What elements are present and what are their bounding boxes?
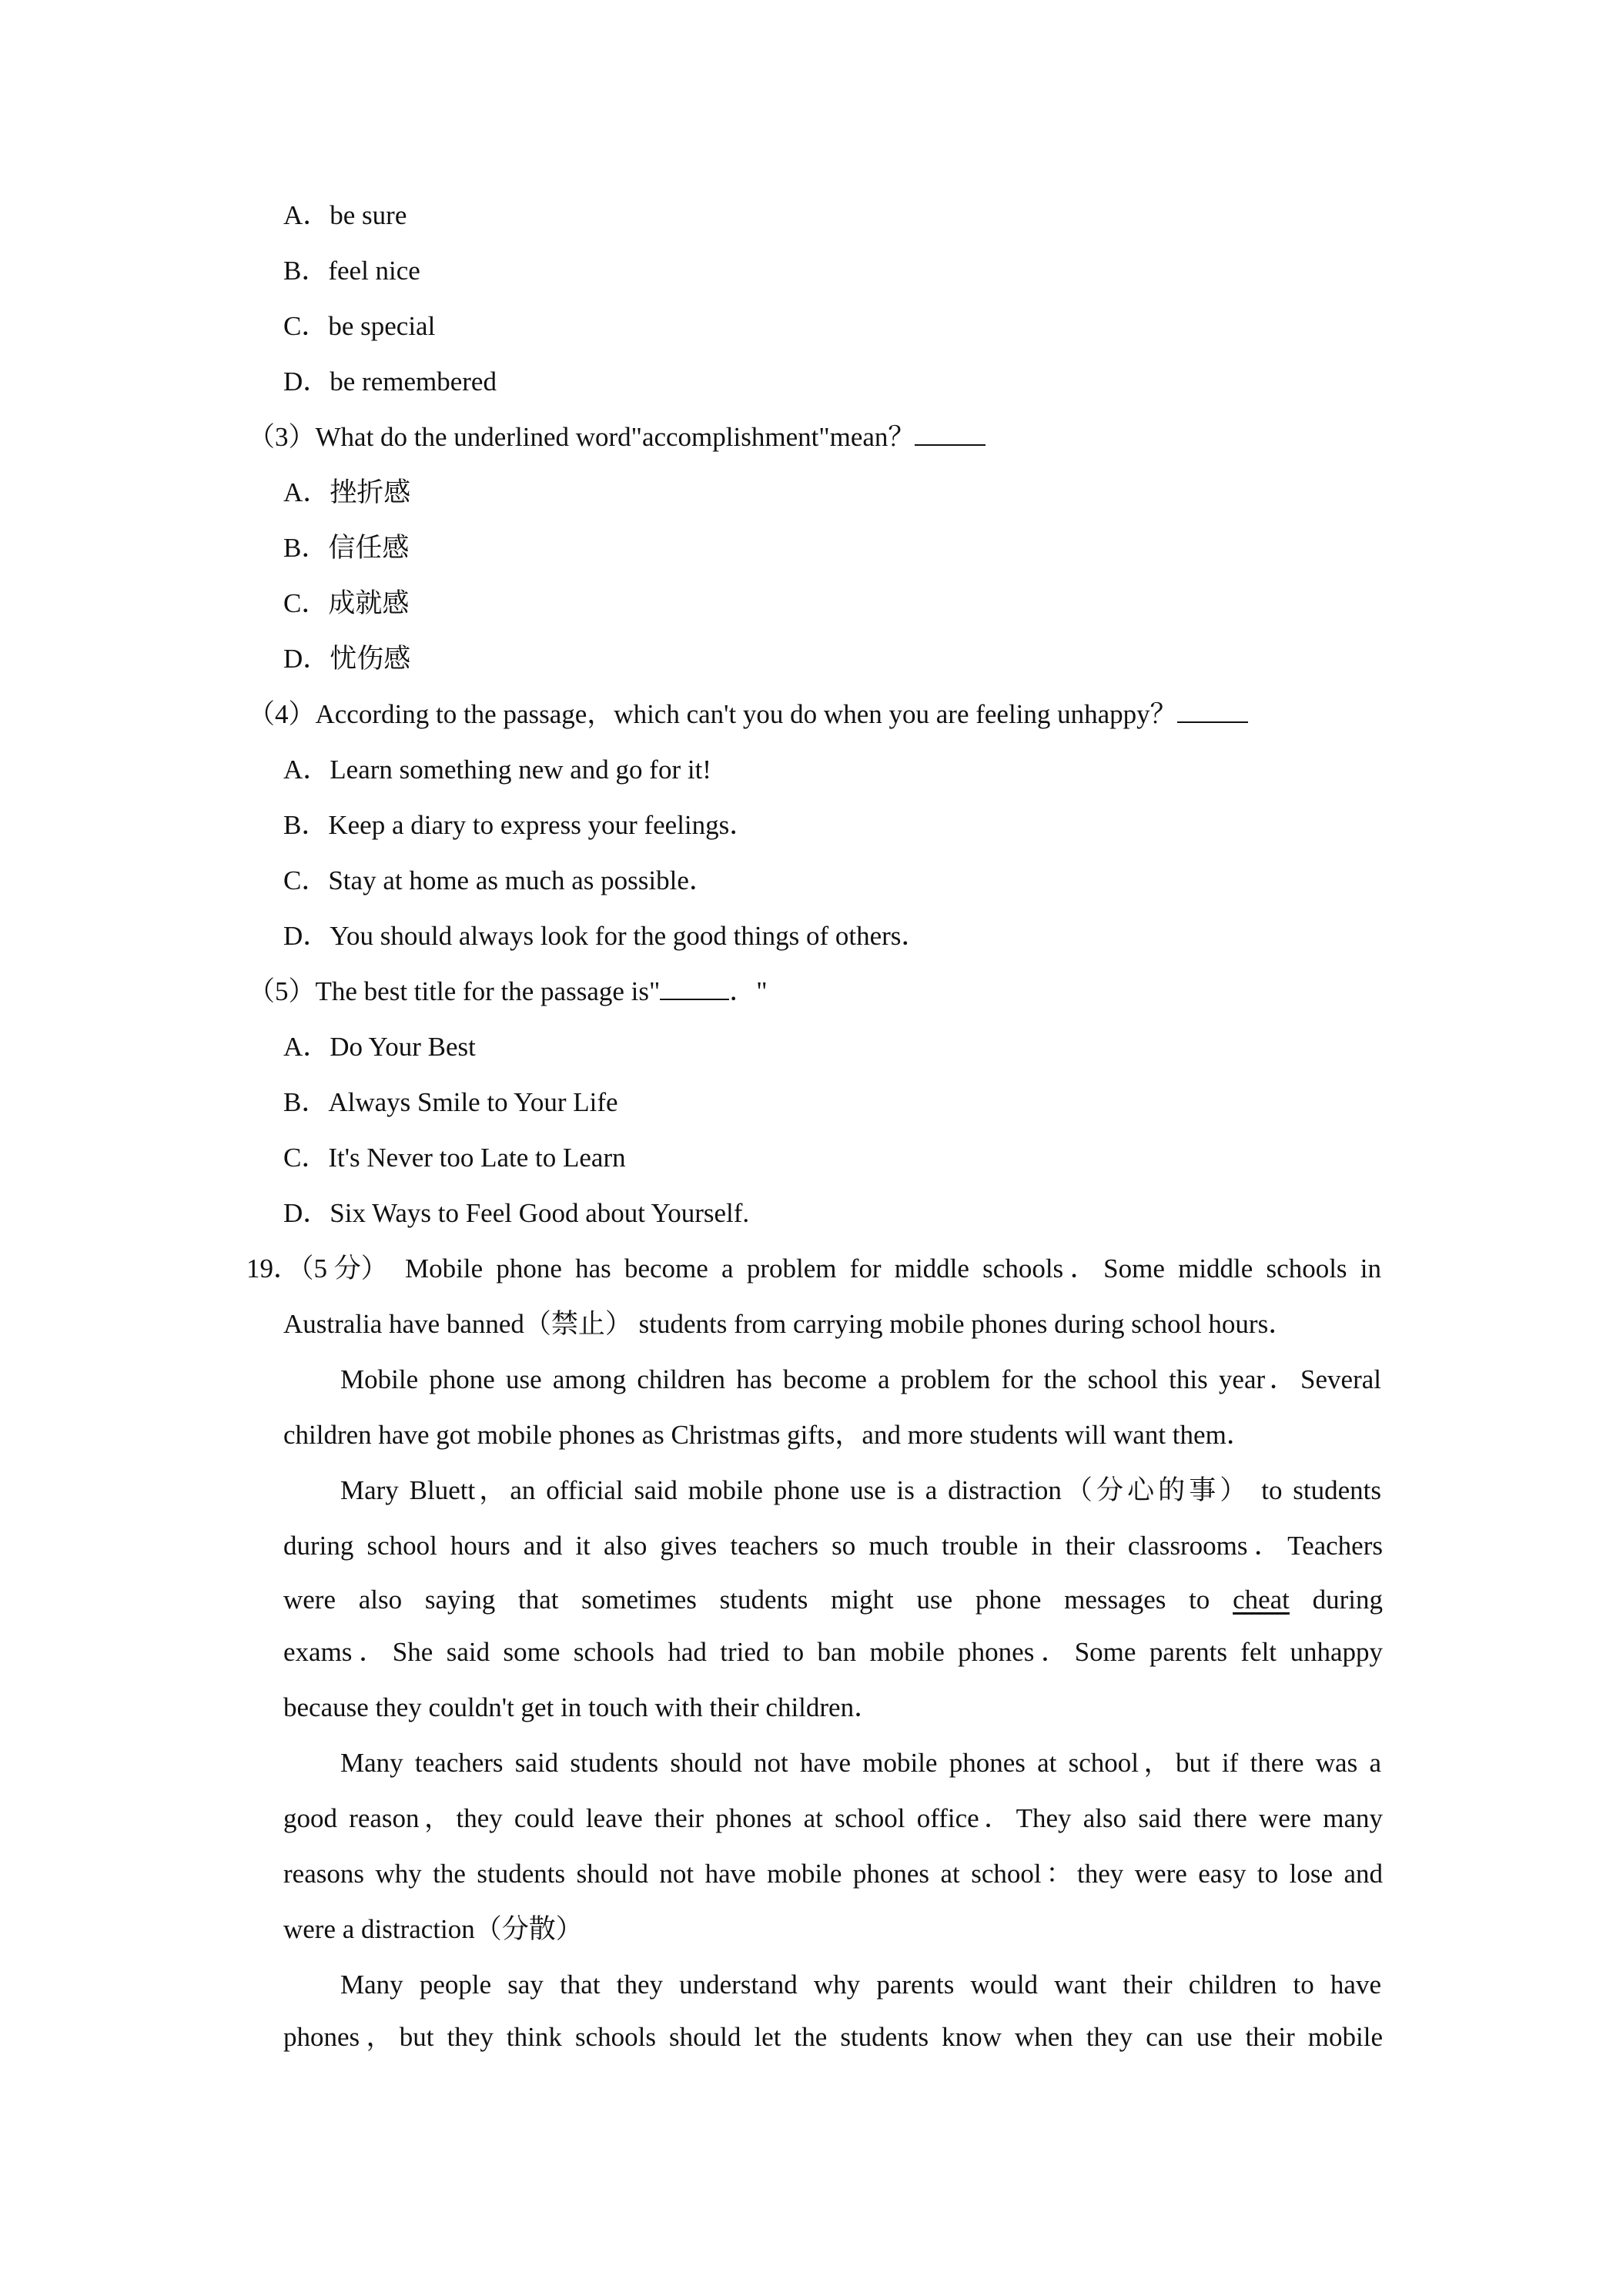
- q3-option-a: A．挫折感: [283, 477, 411, 507]
- q5-option-c: C．It's Never too Late to Learn: [283, 1143, 626, 1173]
- q19-number: 19．（5 分）: [246, 1253, 388, 1284]
- q3-option-d: D．忧伤感: [283, 644, 411, 674]
- q19-p2-line-3-pre: were also saying that sometimes students might use phone messages to: [283, 1585, 1210, 1615]
- q19-p4-line-1: Many people say that they understand why parents would want their children to have: [340, 1970, 1381, 2000]
- underlined-word-cheat: cheat: [1233, 1585, 1290, 1615]
- q2-option-c: C．be special: [283, 311, 436, 341]
- q4-option-a: A．Learn something new and go for it!: [283, 755, 711, 785]
- q5-option-d: D．Six Ways to Feel Good about Yourself.: [283, 1198, 750, 1228]
- q19-intro-line-2: Australia have banned（禁止） students from carrying mobile phones during school hours．: [283, 1309, 1296, 1339]
- q2-option-d: D．be remembered: [283, 366, 497, 397]
- answer-blank: [915, 421, 986, 446]
- q4-stem: [248, 698, 1248, 731]
- q19-p2-line-3-post: during: [1312, 1585, 1384, 1615]
- q4-stem-text: （4）According to the passage，which can't you do when you are feeling unhappy？: [248, 699, 1177, 729]
- q4-option-c: C．Stay at home as much as possible．: [283, 865, 716, 895]
- q19-p2-line-4: exams．She said some schools had tried to ban mobile phones．Some parents felt unhappy: [283, 1637, 1383, 1667]
- q5-stem-pre: （5）The best title for the passage is": [248, 976, 661, 1006]
- answer-blank: [1177, 698, 1248, 723]
- q3-stem: [248, 420, 986, 454]
- q3-option-c: C．成就感: [283, 588, 410, 618]
- q19-p3-line-1: Many teachers said students should not have mobile phones at school，but if there was a: [340, 1748, 1381, 1778]
- q19-p2-line-5: because they couldn't get in touch with their children．: [283, 1692, 882, 1722]
- q19-p3-line-4: were a distraction（分散）: [283, 1914, 583, 1944]
- q4-option-b: B．Keep a diary to express your feelings．: [283, 810, 757, 840]
- q2-option-a: A．be sure: [283, 200, 407, 230]
- q5-option-b: B．Always Smile to Your Life: [283, 1087, 618, 1117]
- q19-p2-line-1: Mary Bluett，an official said mobile phone use is a distraction（分心的事） to students: [340, 1475, 1381, 1505]
- q19-p1-line-1: Mobile phone use among children has become a problem for the school this year．Several: [340, 1364, 1381, 1394]
- q19-p1-line-2: children have got mobile phones as Christmas gifts，and more students will want them．: [283, 1420, 1253, 1450]
- q3-option-b: B．信任感: [283, 533, 410, 563]
- q19-p2-line-3: [283, 1583, 1383, 1617]
- q2-option-b: B．feel nice: [283, 256, 420, 286]
- q5-stem-post: ．": [729, 976, 768, 1006]
- q5-stem: [248, 975, 768, 1009]
- q5-option-a: A．Do Your Best: [283, 1032, 476, 1062]
- answer-blank: [660, 976, 729, 1000]
- q19-p2-line-2: during school hours and it also gives teachers so much trouble in their classrooms．Teachers: [283, 1531, 1383, 1561]
- q4-option-d: D．You should always look for the good things of others．: [283, 921, 929, 951]
- q19-p3-line-3: reasons why the students should not have mobile phones at school：they were easy to lose and: [283, 1859, 1383, 1889]
- q19-p3-line-2: good reason，they could leave their phones at school office．They also said there were many: [283, 1803, 1383, 1833]
- q19-intro-line-1: Mobile phone has become a problem for middle schools．Some middle schools in: [405, 1253, 1381, 1284]
- q19-p4-line-2: phones，but they think schools should let the students know when they can use their mobile: [283, 2022, 1383, 2052]
- q3-stem-text: （3）What do the underlined word"accomplishment"mean？: [248, 422, 915, 452]
